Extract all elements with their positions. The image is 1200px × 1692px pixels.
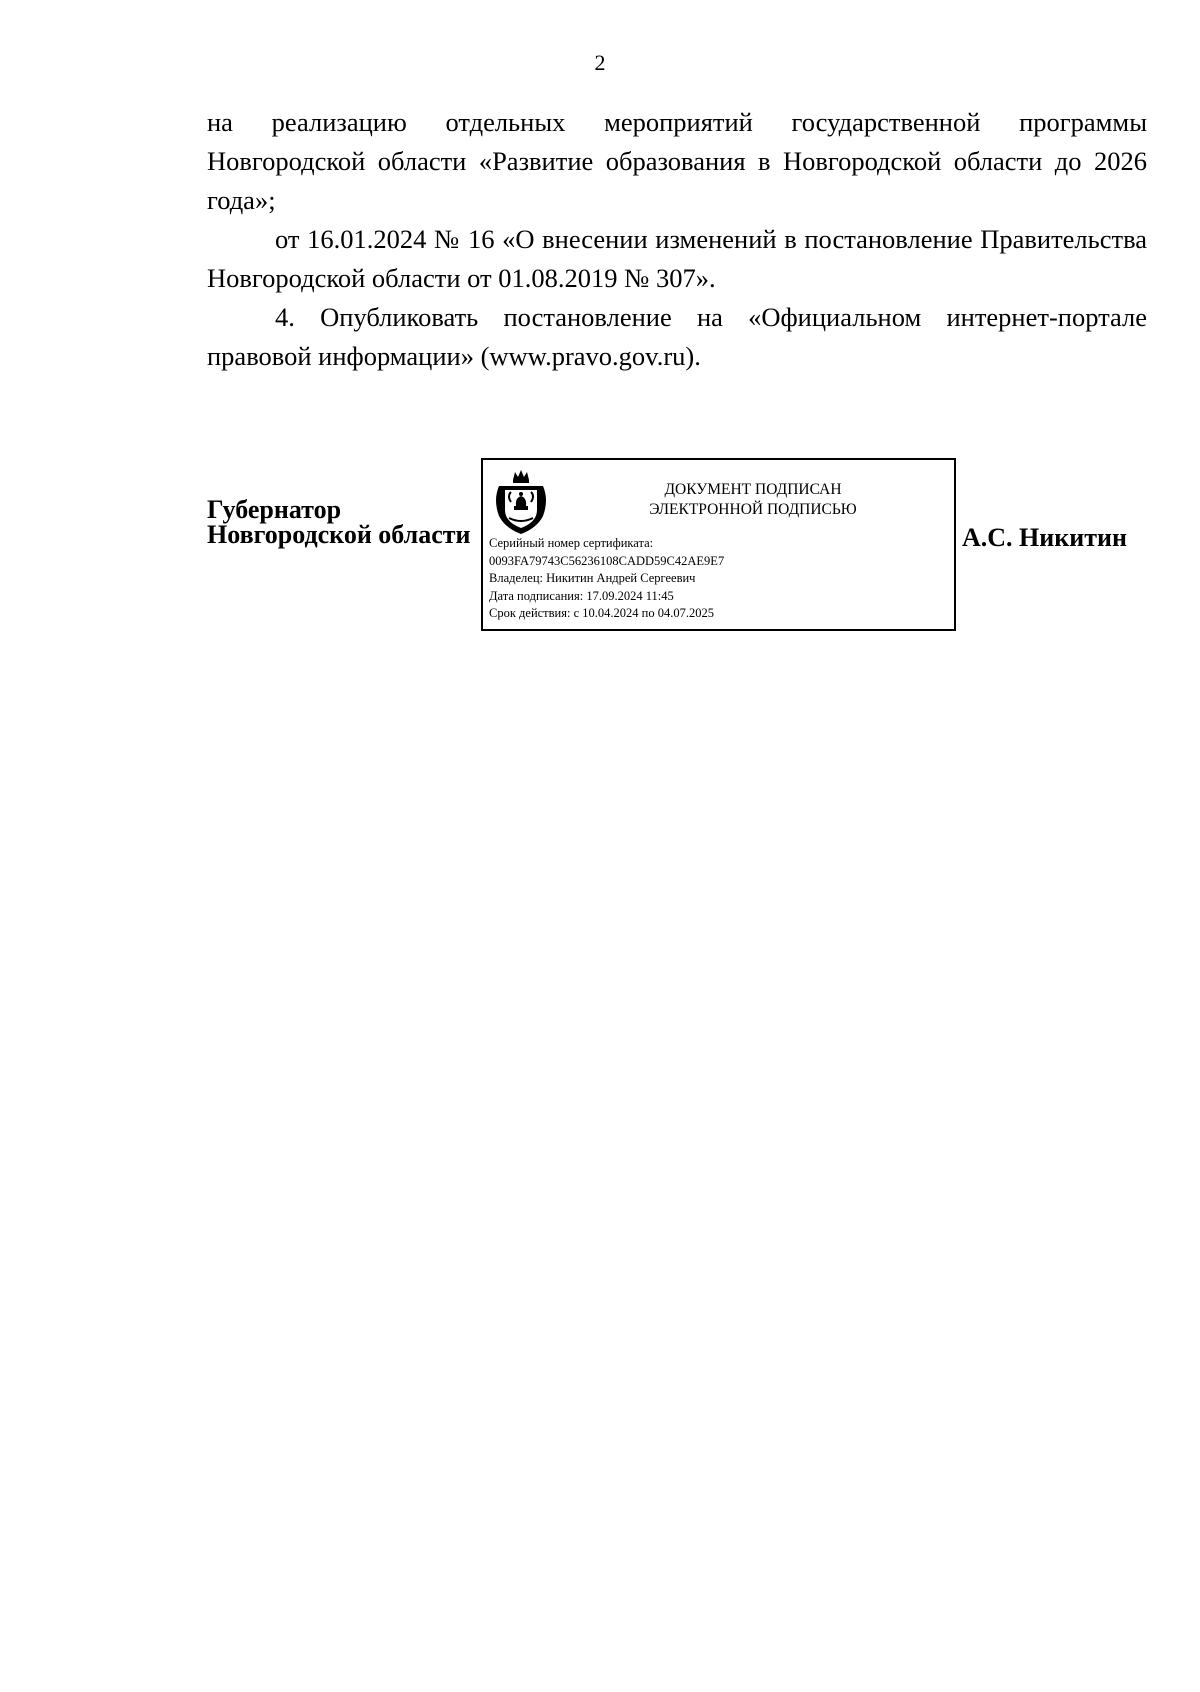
page-number: 2: [594, 50, 606, 75]
signatory-title-line1: Губернатор: [207, 495, 342, 524]
owner-line: Владелец: Никитин Андрей Сергеевич: [489, 571, 696, 585]
paragraph-publish: 4. Опубликовать постановление на «Официальном интернет-портале правовой информации» (www.pravo.gov.ru).: [207, 302, 1147, 371]
serial-label: Серийный номер сертификата:: [489, 536, 654, 550]
paragraph-amendment: от 16.01.2024 № 16 «О внесении изменений в постановление Правительства Новгородской области от 01.08.2019 № 307».: [207, 224, 1147, 293]
signatory-title-line2: Новгородской области: [207, 520, 471, 549]
serial-value: 0093FA79743C56236108CADD59C42AE9E7: [489, 553, 725, 568]
certificate-details: [489, 535, 724, 623]
signatory-name: А.С. Никитин: [962, 523, 1127, 552]
stamp-heading-line1: ДОКУМЕНТ ПОДПИСАН: [664, 481, 842, 498]
signed-date-line: Дата подписания: 17.09.2024 11:45: [489, 588, 674, 603]
stamp-heading: [563, 480, 943, 520]
electronic-signature-stamp: [481, 458, 956, 631]
signatory-title: [207, 497, 471, 547]
coat-of-arms-icon: [491, 466, 551, 538]
document-body: [207, 103, 1147, 376]
paragraph-program: на реализацию отдельных мероприятий государственной программы Новгородской области «Развитие образования в Новгородской области до 2026 года»;: [207, 107, 1147, 215]
validity-line: Срок действия: с 10.04.2024 по 04.07.2025: [489, 606, 714, 620]
stamp-heading-line2: ЭЛЕКТРОННОЙ ПОДПИСЬЮ: [649, 501, 857, 518]
